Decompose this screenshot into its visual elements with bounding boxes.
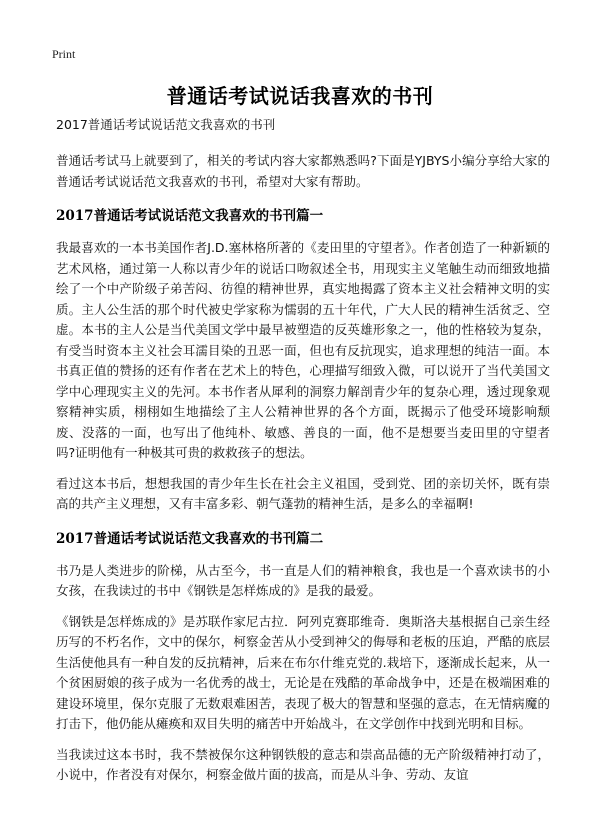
section1-paragraph: 我最喜欢的一本书美国作者J.D.塞林格所著的《麦田里的守望者》。作者创造了一种新颖的艺术风格，通过第一人称以青少年的说话口吻叙述全书，用现实主义笔触生动而细致地描绘了一个中产阶级子弟苦闷、彷徨的精神世界，真实地揭露了资本主义社会精神文明的实质。主人公生活的那个时代被史学家称为懦弱的五十年代，广大人民的精神生活贫乏、空虚。本书的主人公是当代美国文学中最早被塑造的反英雄形象之一，他的性格较为复杂，有受当时资本主义社会耳濡目染的丑恶一面，但也有反抗现实，追求理想的纯洁一面。本书真正值的赞扬的还有作者在艺术上的特色，心理描写细致入微，可以说开了当代美国文学中心理现实主义的先河。本书作者从犀利的洞察力解剖青少年的复杂心理，透过现象观察精神实质，栩栩如生地描绘了主人公精神世界的各个方面，既揭示了他受环境影响颓废、没落的一面，也写出了他纯朴、敏感、善良的一面，他不是想要当麦田里的守望者吗?证明他有一种极其可贵的救救孩子的想法。: [56, 240, 550, 460]
intro-paragraph: 普通话考试马上就要到了，相关的考试内容大家都熟悉吗?下面是YJBYS小编分享给大家的普通话考试说话范文我喜欢的书刊，希望对大家有帮助。: [56, 153, 550, 189]
section2-paragraph: 《钢铁是怎样炼成的》是苏联作家尼古拉．阿列克赛耶维奇．奥斯洛夫基根据自己亲生经历写的不朽名作，文中的保尔，柯察金苦从小受到神父的侮辱和老板的压迫，严酷的底层生活使他具有一种自发的反抗精神，后来在布尔什维克党的.栽培下，逐渐成长起来，从一个贫困厨娘的孩子成为一名优秀的战士，无论是在残酷的革命战争中，还是在极端困难的建设环境里，保尔克服了无数艰难困苦，表现了极大的智慧和坚强的意志，在无情病魔的打击下，他仍能从瘫痪和双目失明的痛苦中开始战斗，在文学创作中找到光明和目标。: [56, 613, 550, 731]
article-subtitle: 2017普通话考试说话范文我喜欢的书刊: [56, 117, 276, 132]
section2-paragraph: 当我读过这本书时，我不禁被保尔这种钢铁般的意志和崇高品德的无产阶级精神打动了，小说中，作者没有对保尔，柯察金做片面的拔高，而是从斗争、劳动、友谊: [56, 746, 550, 782]
page-title: 普通话考试说话我喜欢的书刊: [166, 84, 434, 108]
print-link[interactable]: Print: [52, 47, 76, 61]
section-heading-1: 2017普通话考试说话范文我喜欢的书刊篇一: [56, 208, 324, 224]
article-body: [56, 115, 550, 796]
section1-paragraph: 看过这本书后，想想我国的青少年生长在社会主义祖国，受到党、团的亲切关怀，既有崇高的共产主义理想，又有丰富多彩、朝气蓬勃的精神生活，是多么的幸福啊!: [56, 475, 550, 511]
section-heading-2: 2017普通话考试说话范文我喜欢的书刊篇二: [56, 530, 324, 547]
section2-paragraph: 书乃是人类进步的阶梯，从古至今，书一直是人们的精神粮食，我也是一个喜欢读书的小女孩，在我读过的书中《钢铁是怎样炼成的》是我的最爱。: [56, 562, 550, 598]
